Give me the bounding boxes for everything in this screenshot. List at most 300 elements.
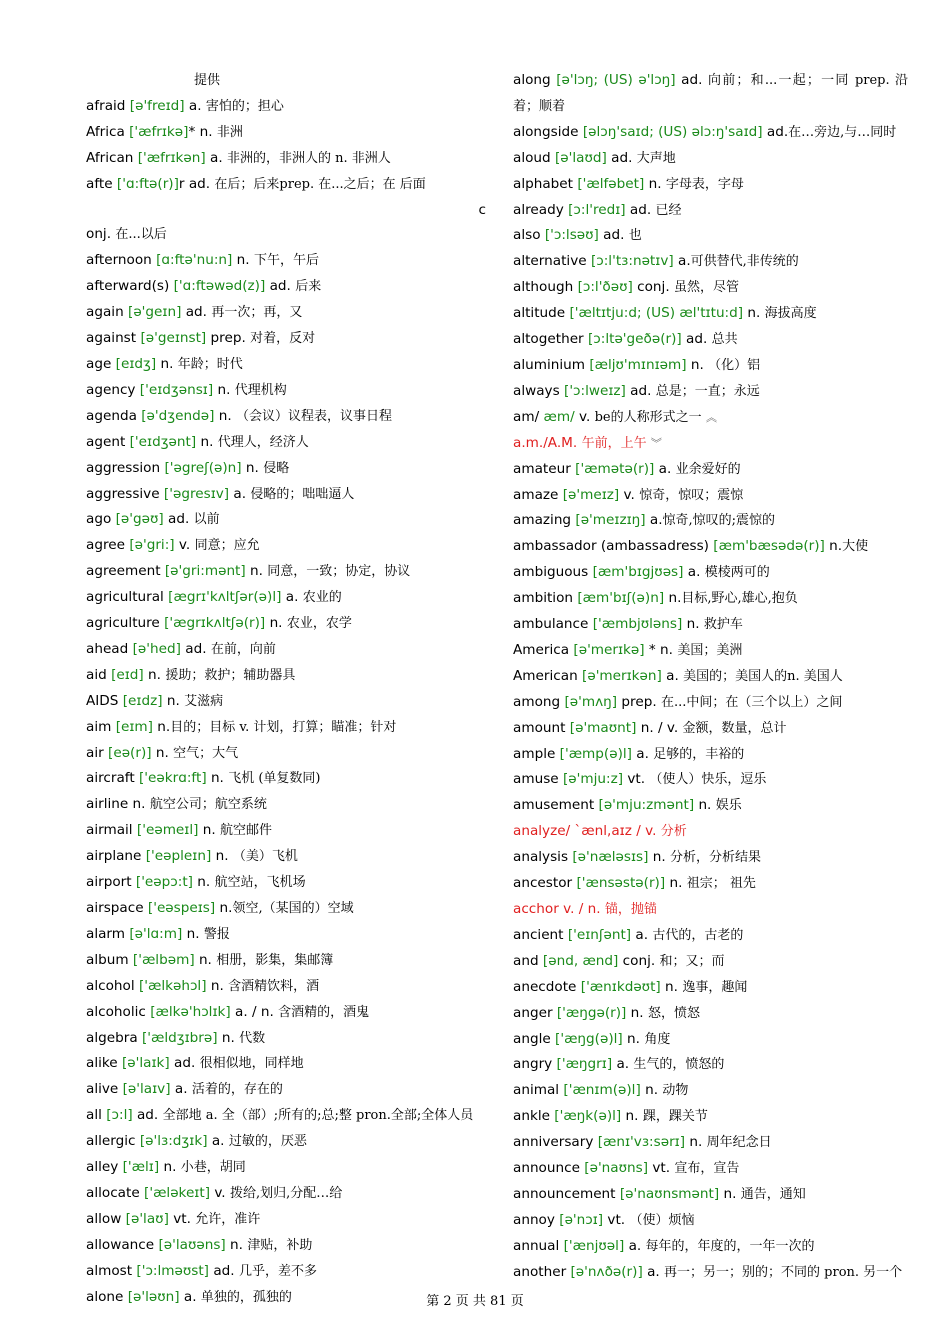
phonetic: ['ælɪ] (122, 1159, 160, 1176)
headword: agree (86, 537, 125, 554)
part-of-speech: ad. (209, 1262, 239, 1279)
definition: （美）飞机 (232, 849, 298, 865)
phonetic: [ənd, ænd] (542, 952, 619, 969)
definition: 总共 (711, 332, 738, 348)
phonetic: [ə'næləsɪs] (572, 849, 649, 866)
part-of-speech: ad. (625, 382, 656, 399)
definition: （化）铝 (708, 357, 761, 373)
part-of-speech: n. (143, 666, 166, 683)
vocab-entry (513, 664, 908, 690)
headword: airplane (86, 848, 142, 865)
part-of-speech: prep. (206, 330, 251, 347)
headword: allowance (86, 1236, 155, 1253)
definition: 以前 (193, 512, 220, 528)
definition: 在后；后来prep. 在...之后；在 后面 (214, 176, 426, 192)
definition: 年龄；时代 (177, 356, 243, 372)
chevron-icon: ︽ (705, 410, 717, 424)
definition: （使人）快乐，逗乐 (649, 772, 767, 788)
vocab-entry (513, 120, 908, 146)
headword: album (86, 951, 129, 968)
phonetic: [ə'gəʊ] (115, 511, 164, 528)
vocab-entry (86, 844, 486, 870)
part-of-speech: ad. (132, 1107, 163, 1124)
vocab-entry (513, 198, 908, 224)
phonetic: ['eɪnʃənt] (567, 926, 632, 943)
phonetic: [eɪdz] (122, 692, 163, 709)
part-of-speech: n. (660, 978, 683, 995)
part-of-speech: v. (574, 408, 595, 425)
definition: 拨给,划归,分配…给 (229, 1185, 343, 1201)
part-of-speech: ad. (625, 201, 656, 218)
headword: ago (86, 511, 112, 528)
vocab-entry (86, 456, 486, 482)
phonetic: [ə'maʊnt] (569, 719, 637, 736)
definition: 向前；和...一起；一同 prep. 沿着；顺着 (513, 73, 908, 114)
definition: 动物 (662, 1083, 689, 1099)
part-of-speech: n. (159, 1159, 181, 1176)
part-of-speech: n. (640, 1082, 663, 1099)
phonetic: [eə(r)] (108, 744, 152, 761)
part-of-speech: v. (210, 1184, 230, 1201)
part-of-speech: n. (664, 590, 682, 607)
headword: again (86, 304, 124, 321)
phonetic: ['æŋk(ə)l] (554, 1108, 622, 1125)
vocab-entry (86, 352, 486, 378)
headword: agenda (86, 407, 137, 424)
part-of-speech: n. (265, 615, 287, 632)
headword: allow (86, 1210, 122, 1227)
vocab-entry (86, 559, 486, 585)
vocab-entry (513, 405, 908, 431)
headword: acchor v. / n. (513, 901, 601, 917)
phonetic: [ælkə'hɔlɪk] (150, 1003, 231, 1020)
part-of-speech: n. (626, 1004, 648, 1021)
headword: alone (86, 1288, 124, 1305)
part-of-speech: n. (719, 1185, 741, 1202)
vocab-entry (513, 612, 908, 638)
vocab-entry (86, 1000, 486, 1026)
vocab-entry (513, 483, 908, 509)
part-of-speech: n. (151, 744, 174, 761)
part-of-speech: a. (673, 253, 691, 270)
vocab-entry (513, 1104, 908, 1130)
headword: alcohol (86, 977, 135, 994)
definition: 目标,野心,雄心,抱负 (681, 591, 798, 607)
vocab-entry (86, 146, 486, 172)
phonetic: ['ɔ:lməʊst] (136, 1262, 209, 1279)
definition: 美国的；美国人的n. 美国人 (683, 668, 843, 684)
vocab-entry (86, 94, 486, 120)
part-of-speech: n. (215, 900, 233, 916)
part-of-speech: * n. (644, 641, 678, 658)
definition: 小巷，胡同 (180, 1160, 246, 1176)
headword: almost (86, 1262, 133, 1279)
definition: 领空,（某国的）空域 (232, 901, 354, 916)
vocab-entry (513, 1078, 908, 1104)
definition: 宣布，宣告 (674, 1161, 740, 1177)
part-of-speech: n. (162, 692, 185, 709)
vocab-entry (513, 1156, 908, 1182)
part-of-speech: a. (683, 564, 705, 581)
definition: 津贴，补助 (247, 1237, 313, 1253)
part-of-speech: ad. (762, 123, 789, 140)
headword: ancestor (513, 875, 573, 892)
part-of-speech: a. (624, 1237, 646, 1254)
definition: 航空站，飞机场 (214, 875, 306, 891)
part-of-speech: n. (128, 796, 150, 813)
definition: 古代的，古老的 (652, 927, 744, 943)
definition: 提供 (194, 73, 221, 88)
definition: （会议）议程表，议事日程 (236, 408, 393, 424)
phonetic: [ə'gri:mənt] (164, 563, 246, 580)
headword: aggression (86, 459, 161, 476)
definition: 在...以后 (115, 227, 167, 243)
headword: angry (513, 1056, 553, 1073)
definition: 已经 (655, 202, 682, 218)
headword: afte (86, 175, 113, 192)
headword: agency (86, 381, 136, 398)
phonetic: [ægrɪ'kʌltʃər(ə)l] (168, 589, 282, 606)
phonetic: ['ɑ:ftə(r)] (116, 175, 179, 192)
definition: 航空邮件 (220, 823, 273, 839)
headword: airmail (86, 822, 133, 839)
definition: 非洲 (216, 124, 243, 140)
vocab-entry (86, 715, 486, 741)
phonetic: [ə'nʌðə(r)] (570, 1263, 643, 1280)
phonetic: ['æfrɪkə] (129, 123, 189, 140)
phonetic: [ə'mʌŋ] (564, 693, 618, 710)
definition: 代理人，经济人 (217, 434, 309, 450)
headword: alive (86, 1081, 119, 1098)
vocab-entry (86, 1103, 486, 1129)
part-of-speech: * n. (188, 123, 217, 140)
headword: ancient (513, 926, 564, 943)
phonetic: [ɔ:l] (106, 1107, 133, 1124)
vocab-entry (86, 1259, 486, 1285)
part-of-speech: v. (174, 537, 195, 554)
phonetic: ['eəkrɑ:ft] (139, 770, 207, 787)
definition: 字母表，字母 (665, 176, 744, 192)
vocab-entry (86, 507, 486, 533)
phonetic: ['əgreʃ(ə)n] (164, 459, 242, 476)
part-of-speech: ad. (675, 72, 708, 88)
phonetic: ['æfrɪkən] (137, 149, 206, 166)
part-of-speech: a. (654, 460, 676, 477)
headword: amuse (513, 771, 559, 788)
phonetic: [ə'meɪzɪŋ] (575, 512, 646, 529)
definition: 含酒精饮料，酒 (228, 978, 320, 994)
vocab-entry (86, 689, 486, 715)
definition: 飞机 (单复数同) (228, 771, 321, 787)
headword: amount (513, 719, 566, 736)
part-of-speech: n. (206, 770, 229, 787)
definition: 过敏的，厌恶 (228, 1134, 307, 1150)
headword: amateur (513, 460, 571, 477)
part-of-speech: n. (648, 849, 670, 866)
definition: 足够的，丰裕的 (653, 746, 745, 762)
phonetic: ['ænjʊəl] (563, 1237, 625, 1254)
phonetic: [ænɪ'vɜ:sərɪ] (597, 1134, 686, 1151)
phonetic: ['æŋg(ə)l] (555, 1030, 623, 1047)
definition: 惊奇,惊叹的;震惊的 (662, 513, 776, 529)
vocab-entry (513, 767, 908, 793)
phonetic: [ə'merɪkə] (573, 641, 645, 658)
vocab-entry (86, 896, 486, 922)
definition: 下午，午后 (253, 253, 319, 269)
definition: 锚，抛锚 (604, 902, 657, 917)
vocab-entry (86, 1026, 486, 1052)
definition: 模棱两可的 (704, 565, 770, 581)
part-of-speech: v. (640, 823, 661, 840)
phonetic: ['ældʒɪbrə] (141, 1029, 218, 1046)
part-of-speech: n. (182, 925, 204, 942)
phonetic: [əlɔŋ'saɪd; (US) əlɔ:ŋ'saɪd] (582, 123, 763, 140)
part-of-speech: n. (686, 356, 709, 373)
definition: 艾滋病 (184, 693, 224, 709)
headword: Africa (86, 123, 125, 140)
part-of-speech: n. (622, 1030, 645, 1047)
definition: 惊奇，惊叹；震惊 (639, 487, 744, 503)
part-of-speech: n. (156, 355, 178, 372)
vocab-entry (513, 1234, 908, 1260)
left-column (86, 68, 486, 1311)
headword: along (513, 72, 551, 88)
headword: airline (86, 796, 129, 813)
headword: agreement (86, 563, 161, 580)
phonetic: [ɔ:l'tɜ:nətɪv] (590, 253, 674, 270)
phonetic: ['ælkəhɔl] (138, 977, 207, 994)
vocab-entry (513, 534, 908, 560)
headword: altitude (513, 305, 566, 322)
vocab-entry (86, 1155, 486, 1181)
vocab-entry (86, 1129, 486, 1155)
phonetic: ['ænɪkdəʊt] (580, 978, 661, 995)
definition: be的人称形式之一 (594, 409, 702, 425)
vocab-entry (513, 690, 908, 716)
phonetic: ['eɪdʒənsɪ] (139, 381, 214, 398)
phonetic: [ə'gri:] (129, 537, 175, 554)
definition: 允许，准许 (195, 1211, 261, 1227)
headword: afterward(s) (86, 278, 170, 295)
headword: among (513, 693, 561, 710)
definition: （使）烦恼 (629, 1212, 695, 1228)
vocab-entry (86, 300, 486, 326)
vocab-entry (513, 638, 908, 664)
headword: amaze (513, 486, 559, 503)
definition: 同意，一致；协定，协议 (267, 564, 411, 580)
part-of-speech: ad. (598, 227, 629, 244)
headword: analyze/ `ænl,aɪz / (513, 823, 641, 840)
headword: ankle (513, 1108, 550, 1125)
phonetic: [ə'laʊ] (125, 1210, 169, 1227)
definition: 在...中间；在（三个以上）之间 (660, 694, 843, 710)
phonetic: ['æləkeɪt] (144, 1184, 210, 1201)
part-of-speech: n. (196, 433, 218, 450)
headword: aircraft (86, 770, 135, 787)
vocab-entry (513, 327, 908, 353)
phonetic: [ə'meɪz] (562, 486, 620, 503)
definition: 非洲的，非洲人的 n. 非洲人 (226, 150, 391, 166)
definition: 全部地 a. 全（部）;所有的;总;整 pron.全部;全体人员 (162, 1108, 474, 1124)
vocab-entry (86, 482, 486, 508)
vocab-entry (86, 533, 486, 559)
headword: alphabet (513, 175, 574, 192)
headword: always (513, 382, 560, 399)
definition: 怒，愤怒 (647, 1005, 700, 1021)
phonetic: ['æmətə(r)] (575, 460, 655, 477)
vocab-entry (513, 431, 908, 457)
phonetic: [æm'bɪʃ(ə)n] (577, 590, 665, 607)
phonetic: [ə'naʊnsmənt] (619, 1185, 720, 1202)
phonetic: ['æmp(ə)l] (559, 745, 632, 762)
part-of-speech: n. (743, 305, 765, 322)
vocab-entry (513, 1182, 908, 1208)
phonetic: ['ɔ:lweɪz] (564, 382, 626, 399)
part-of-speech: n. (241, 459, 264, 476)
vocab-entry (513, 871, 908, 897)
headword: angle (513, 1030, 551, 1047)
definition: 航空公司；航空系统 (149, 797, 267, 813)
vocab-entry (513, 379, 908, 405)
headword: African (86, 149, 134, 166)
phonetic: [ɔ:ltə'geðə(r)] (587, 331, 682, 348)
part-of-speech: a. (229, 485, 251, 502)
phonetic: [ə'laɪv] (122, 1081, 171, 1098)
vocab-entry (86, 870, 486, 896)
part-of-speech: a. (184, 97, 206, 114)
definition: 分析 (660, 824, 687, 840)
phonetic: [ɔ:l'redɪ] (568, 201, 626, 218)
phonetic: ['ɔ:lsəʊ] (544, 227, 599, 244)
headword: anger (513, 1004, 553, 1021)
headword: alternative (513, 253, 587, 270)
part-of-speech: n. (232, 252, 254, 269)
vocab-entry (513, 275, 908, 301)
vocab-entry (86, 404, 486, 430)
phonetic: ['ælbəm] (132, 951, 195, 968)
vocab-entry (513, 68, 908, 120)
vocab-entry (86, 120, 486, 146)
vocab-entry (513, 172, 908, 198)
phonetic: [ə'lɑ:m] (129, 925, 183, 942)
headword: aluminium (513, 356, 585, 373)
phonetic: ['ɑ:ftəwəd(z)] (173, 278, 266, 295)
vocab-entry (86, 198, 486, 223)
definition: 同意；应允 (194, 538, 260, 554)
definition: 活着的，存在的 (191, 1082, 283, 1098)
vocab-entry (86, 922, 486, 948)
phonetic: æm/ (543, 408, 575, 425)
phonetic: [ə'dʒendə] (141, 407, 215, 424)
vocab-entry (86, 818, 486, 844)
phonetic: ['eəspeɪs] (147, 900, 216, 916)
definition: 娱乐 (715, 798, 742, 814)
part-of-speech: vt. (648, 1160, 675, 1177)
headword: alike (86, 1055, 118, 1072)
part-of-speech: n. (694, 797, 716, 814)
vocab-entry (513, 793, 908, 819)
headword: AIDS (86, 692, 119, 709)
vocab-entry (86, 611, 486, 637)
headword: alcoholic (86, 1003, 146, 1020)
part-of-speech: n. (245, 563, 268, 580)
part-of-speech: n. (213, 381, 235, 398)
definition: 在前，向前 (210, 641, 276, 657)
headword: annoy (513, 1211, 555, 1228)
headword: ambition (513, 590, 574, 607)
part-of-speech: a. (645, 512, 663, 529)
definition: 踝，踝关节 (642, 1109, 708, 1125)
definition: 通告，通知 (740, 1186, 806, 1202)
headword: another (513, 1263, 567, 1280)
definition: 业余爱好的 (675, 461, 741, 477)
part-of-speech: n. (194, 951, 217, 968)
headword: analysis (513, 849, 569, 866)
headword: algebra (86, 1029, 138, 1046)
phonetic: ['ælfəbet] (577, 175, 645, 192)
phonetic: [ə'merɪkən] (582, 667, 662, 684)
definition: 单独的，孤独的 (200, 1289, 292, 1305)
vocab-entry (513, 146, 908, 172)
headword: announcement (513, 1185, 616, 1202)
phonetic: [æm'bæsədə(r)] (713, 538, 825, 555)
vocab-entry (513, 1260, 908, 1286)
headword: announce (513, 1160, 580, 1177)
vocab-entry (513, 897, 908, 923)
headword: anecdote (513, 978, 577, 995)
part-of-speech: a. (631, 745, 654, 762)
definition: 也 (628, 228, 642, 244)
part-of-speech: n. (217, 1029, 240, 1046)
headword: all (86, 1107, 102, 1124)
definition: 每年的，年度的，一年一次的 (645, 1238, 815, 1254)
chevron-icon: ︾ (650, 436, 662, 450)
phonetic: ['ænɪm(ə)l] (563, 1082, 641, 1099)
phonetic: [ɔ:l'ðəʊ] (577, 279, 633, 296)
phonetic: [ə'lɜ:dʒɪk] (139, 1133, 208, 1150)
part-of-speech: vt. (603, 1211, 630, 1228)
part-of-speech: ad. (180, 640, 211, 657)
vocab-entry (513, 1208, 908, 1234)
definition: 海拔高度 (764, 306, 817, 322)
phonetic: [ə'hed] (132, 640, 181, 657)
part-of-speech: n. (665, 875, 687, 892)
vocab-entry (86, 766, 486, 792)
headword: agriculture (86, 615, 160, 632)
vocab-entry (86, 637, 486, 663)
phonetic: ['əgresɪv] (163, 485, 230, 502)
part-of-speech: ad. (163, 511, 194, 528)
definition: 分析，分析结果 (670, 850, 762, 866)
vocab-entry (513, 560, 908, 586)
vocab-entry (513, 819, 908, 845)
vocab-entry (86, 326, 486, 352)
phonetic: [æm'bɪgjʊəs] (592, 564, 684, 581)
vocab-entry (86, 1207, 486, 1233)
phonetic: ['ænsəstə(r)] (576, 875, 666, 892)
part-of-speech: n. (206, 977, 229, 994)
part-of-speech: n. (621, 1108, 643, 1125)
headword: amazing (513, 512, 572, 529)
headword: already (513, 201, 564, 218)
definition: 含酒精的，酒鬼 (278, 1004, 370, 1020)
part-of-speech: n. (225, 1236, 248, 1253)
vocab-entry (513, 1130, 908, 1156)
vocab-entry (513, 845, 908, 871)
phonetic: [eɪdʒ] (115, 355, 157, 372)
headword: American (513, 667, 578, 684)
headword: onj. (86, 226, 112, 243)
